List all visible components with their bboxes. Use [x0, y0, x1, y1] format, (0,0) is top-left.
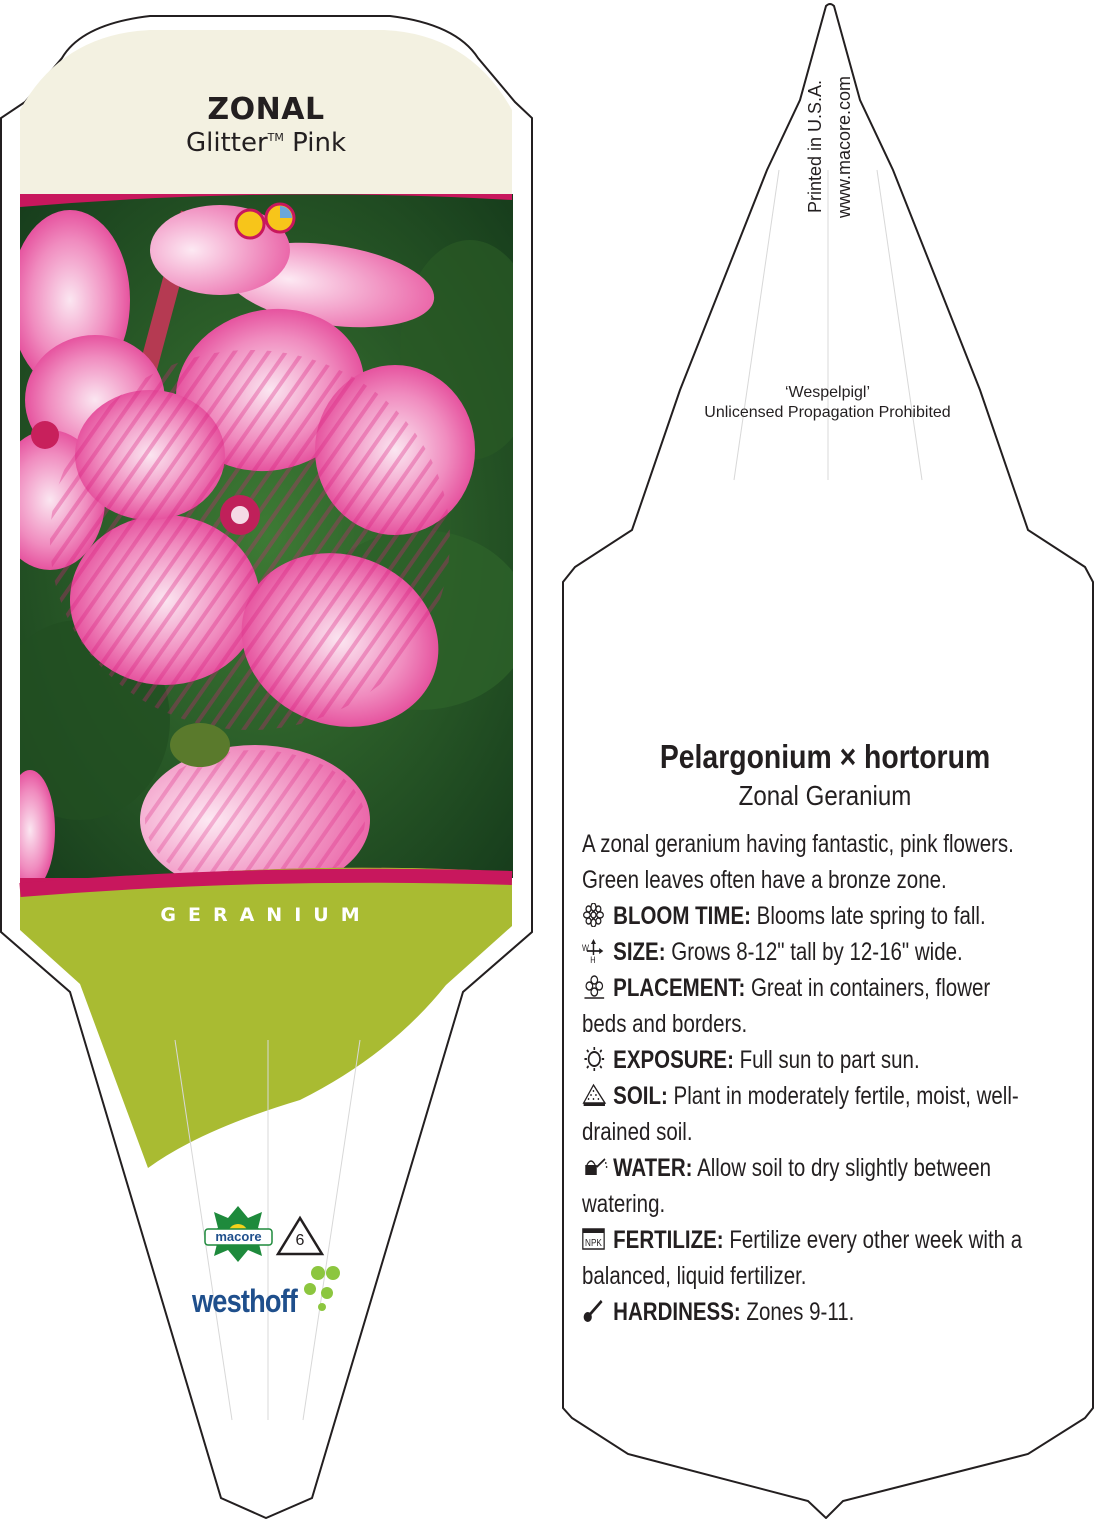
- care-label: BLOOM TIME:: [613, 902, 751, 930]
- flower-icon: [582, 903, 608, 927]
- description: A zonal geranium having fantastic, pink flowers. Green leaves often have a bronze zone.: [582, 830, 1014, 894]
- watering-can-icon: [582, 1155, 608, 1179]
- care-text: Full sun to part sun.: [739, 1046, 920, 1074]
- care-fertilize: [582, 1222, 1037, 1294]
- printed-in: Printed in U.S.A.: [805, 79, 825, 213]
- variety-color: Pink: [292, 128, 347, 158]
- care-label: FERTILIZE:: [613, 1226, 724, 1254]
- care-text: Grows 8-12" tall by 12-16" wide.: [671, 938, 963, 966]
- trademark: TM: [267, 131, 284, 144]
- placement-icon: [582, 975, 608, 999]
- care-text: Plant in moderately fertile, moist, well-drained soil.: [582, 1082, 1019, 1146]
- care-text: Allow soil to dry slightly between watering.: [582, 1154, 992, 1218]
- common-name: Zonal Geranium: [738, 780, 912, 811]
- care-soil: [582, 1078, 1037, 1150]
- npk-icon: [582, 1227, 608, 1251]
- npk-label: NPK: [585, 1237, 602, 1249]
- website: www.macore.com: [834, 75, 854, 218]
- scientific-name: Pelargonium × hortorum: [659, 738, 991, 775]
- westhoff-logo: westhoff: [192, 1283, 298, 1319]
- front-category: ZONAL: [207, 92, 325, 127]
- care-water: [582, 1150, 1037, 1222]
- genus-banner: GERANIUM: [160, 904, 372, 926]
- care-text: Great in containers, flower beds and borders.: [582, 974, 991, 1038]
- care-text: Fertilize every other week with a balanced, liquid fertilizer.: [582, 1226, 1023, 1290]
- care-placement: [582, 970, 1037, 1042]
- care-label: WATER:: [613, 1154, 693, 1182]
- care-label: EXPOSURE:: [613, 1046, 734, 1074]
- size-h-label: H: [590, 955, 596, 963]
- care-hardiness: [582, 1294, 1037, 1330]
- sun-rating-icon: [236, 210, 264, 238]
- care-label: SIZE:: [613, 938, 666, 966]
- propagation-notice: Unlicensed Propagation Prohibited: [704, 404, 951, 421]
- front-variety: [20, 128, 512, 158]
- care-text: Blooms late spring to fall.: [756, 902, 986, 930]
- recycle-code: 6: [295, 1232, 305, 1249]
- cultivar-block: [670, 383, 985, 423]
- care-info: [582, 826, 1037, 1330]
- care-bloom-time: [582, 898, 1037, 934]
- care-label: SOIL:: [613, 1082, 668, 1110]
- variety-name: Glitter: [185, 128, 268, 158]
- care-label: HARDINESS:: [613, 1298, 741, 1326]
- care-size: [582, 934, 1037, 970]
- size-icon: [582, 939, 608, 963]
- care-label: PLACEMENT:: [613, 974, 746, 1002]
- sun-icon: [582, 1047, 608, 1071]
- macore-logo-text: macore: [215, 1229, 262, 1244]
- care-exposure: [582, 1042, 1037, 1078]
- soil-icon: [582, 1083, 608, 1107]
- care-text: Zones 9-11.: [746, 1298, 855, 1326]
- cultivar-code: ‘Wespelpigl’: [784, 384, 871, 401]
- thermometer-icon: [582, 1299, 608, 1323]
- size-w-label: W: [582, 943, 589, 954]
